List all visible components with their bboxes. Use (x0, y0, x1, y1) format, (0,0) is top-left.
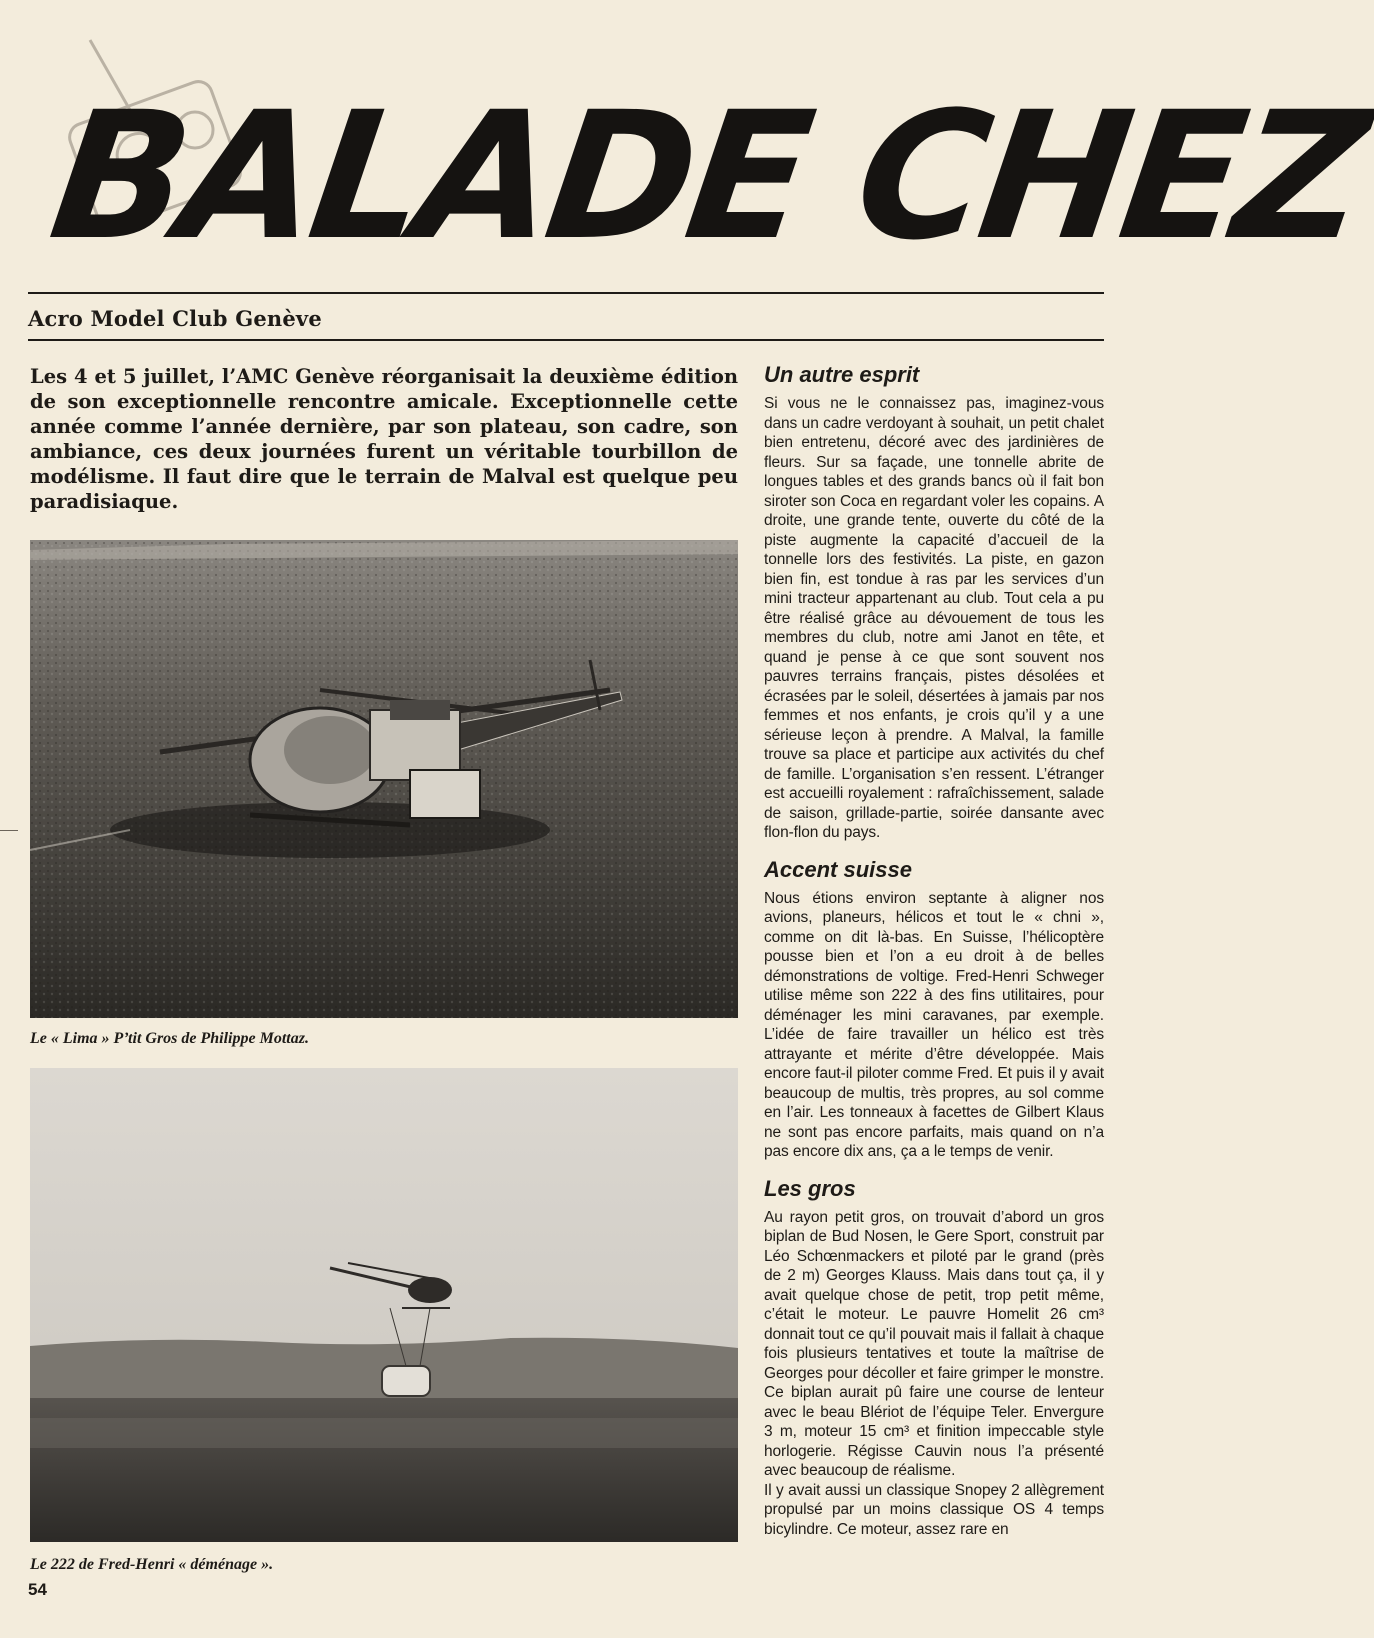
section-title-les-gros: Les gros (764, 1175, 856, 1201)
margin-tick (0, 830, 18, 831)
bottom-rule (28, 339, 1104, 341)
photo-caption-2: Le 222 de Fred-Henri « déménage ». (30, 1556, 274, 1573)
photo-caption-1: Le « Lima » P’tit Gros de Philippe Mottaz. (30, 1030, 309, 1047)
section-title-un-autre-esprit: Un autre esprit (764, 362, 920, 387)
section-paragraph: Il y avait aussi un classique Snopey 2 allègrement propulsé par un moins classique OS 4 temps bicylindre. Ce moteur, assez rare en (764, 1481, 1104, 1538)
section-label: Acro Model Club Genève (28, 306, 322, 331)
top-rule (28, 292, 1104, 294)
headline: BALADE CHEZ (40, 74, 1374, 279)
section-paragraph: Nous étions environ septante à aligner nos avions, planeurs, hélicos et tout le « chni », comme on dit là-bas. En Suisse, l’hélicoptère pousse bien et l’on a eu droit à de belles démonstrations de voltige. Fred-Henri Schweger utilise même son 222 à des fins utilitaires, pour déménager les mini caravanes, par exemple. L’idée de faire travailler un hélico est très attrayante et mérite d’être développée. Mais encore faut-il piloter comme Fred. Et puis il y avait beaucoup de multis, très propres, au sol comme en l’air. Les tonneaux à facettes de Gilbert Klaus ne sont pas encore parfaits, mais quand on n’a pas encore dix ans, ça a le temps de venir. (764, 889, 1104, 1160)
section-title-accent-suisse: Accent suisse (764, 856, 912, 882)
photo-helicopter-in-flight (30, 1068, 738, 1542)
section-paragraph: Au rayon petit gros, on trouvait d’abord un gros biplan de Bud Nosen, le Gere Sport, construit par Léo Schœnmackers et piloté par le grand (près de 2 m) Georges Klauss. Mais dans tout ça, il y avait quelque chose de petit, trop petit même, c’était le moteur. Le pauvre Homelit 26 cm³ donnait tout ce qu’il pouvait mais il fallait à chaque fois plusieurs tentatives et toute la maîtrise de Georges pour décoller et faire grimper le monstre. Ce biplan aurait pû faire une course de lenteur avec le beau Blériot de l’équipe Teler. Envergure 3 m, moteur 15 cm³ et finition impeccable style horlogerie. Régisse Cauvin nous l’a présenté avec beaucoup de réalisme. (764, 1208, 1104, 1479)
page-number: 54 (28, 1580, 47, 1599)
helicopter-flight-image (30, 1068, 738, 1542)
right-column (764, 362, 1104, 1539)
photo-helicopter-on-grass (30, 540, 738, 1018)
section-paragraph: Si vous ne le connaissez pas, imaginez-vous dans un cadre verdoyant à souhait, un petit chalet bien entretenu, décoré avec des jardinières de fleurs. Sur sa façade, une tonnelle abrite de longues tables et des grands bancs où il fait bon siroter son Coca en regardant voler les copains. A droite, une grande tente, ouverte du côté de la piste augmente la capacité d’accueil de la tonnelle lors des festivités. La piste, en gazon bien fin, est tondue à ras par les services d’un mini tracteur appartenant au club. Tout cela a pu être réalisé grâce au dévouement de tous les membres du club, notre ami Janot en tête, et quand je pense à ce que sont souvent nos pauvres terrains français, pistes désolées et écrasées par le soleil, désertées à jamais par nos femmes et nos enfants, je crois qu’il y a une sérieuse leçon à prendre. A Malval, la famille trouve sa place et participe aux activités du chef de famille. L’organisation s’en ressent. L’étranger est accueilli royalement : rafraîchissement, salade de saison, grillade-partie, soirée dansante avec flon-flon du pays. (764, 395, 1104, 841)
helicopter-on-grass-image (30, 540, 738, 1018)
intro-paragraph: Les 4 et 5 juillet, l’AMC Genève réorganisait la deuxième édition de son exceptionnelle rencontre amicale. Exceptionnelle cette année comme l’année dernière, par son plateau, son cadre, son ambiance, ces deux journées furent un véritable tourbillon de modélisme. Il faut dire que le terrain de Malval est quelque peu paradisiaque. (30, 365, 738, 513)
